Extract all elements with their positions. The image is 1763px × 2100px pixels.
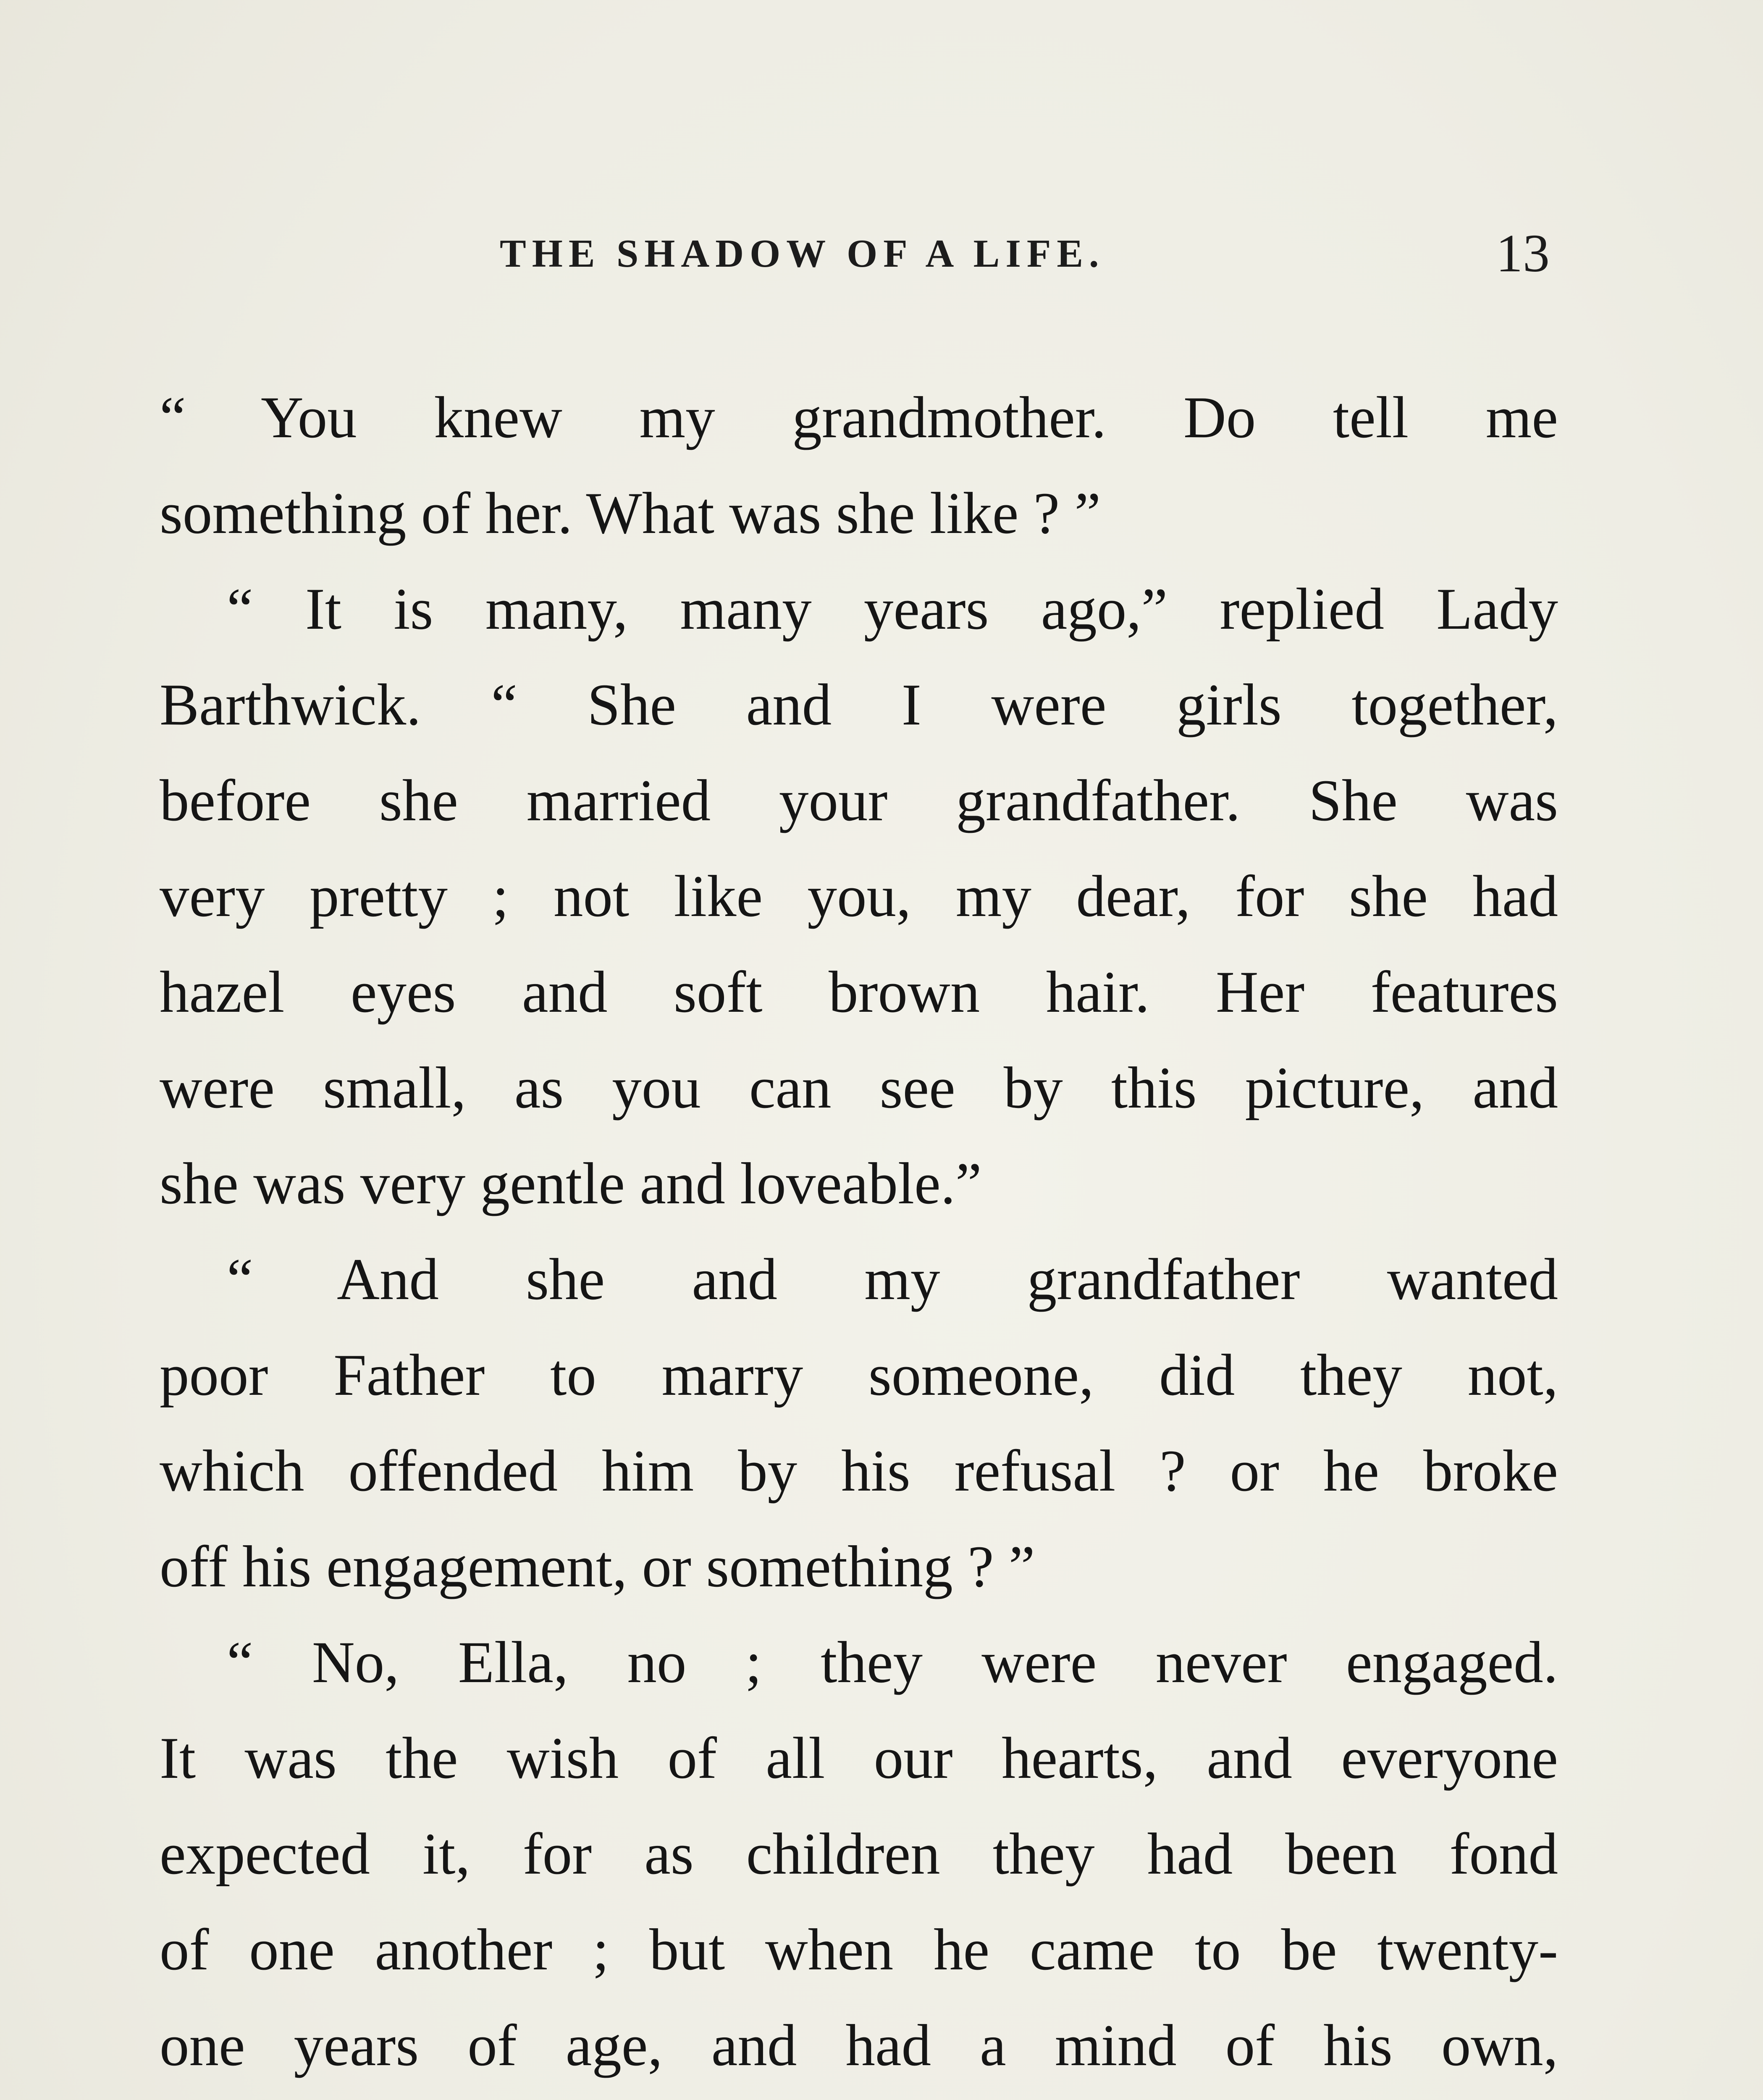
paragraph	[160, 370, 1558, 561]
text-line: very pretty ; not like you, my dear, for she had	[160, 864, 1558, 929]
paragraph	[160, 561, 1558, 1231]
text-line: poor Father to marry someone, did they not,	[160, 1342, 1558, 1408]
text-line: which offended him by his refusal ? or he broke	[160, 1438, 1558, 1504]
text-line: one years of age, and had a mind of his own,	[160, 2013, 1558, 2078]
text-line: It was the wish of all our hearts, and everyone	[160, 1725, 1558, 1791]
running-title: THE SHADOW OF A LIFE.	[500, 232, 1105, 276]
text-line: “ And she and my grandfather wanted	[227, 1247, 1558, 1312]
text-line: expected it, for as children they had been fond	[160, 1821, 1558, 1887]
text-line: hazel eyes and soft brown hair. Her features	[160, 959, 1558, 1025]
text-line: Barthwick. “ She and I were girls together,	[160, 672, 1558, 738]
paragraph	[160, 1231, 1558, 1614]
text-line: before she married your grandfather. She was	[160, 768, 1558, 833]
body-text	[160, 370, 1558, 2100]
text-line: “ You knew my grandmother. Do tell me	[160, 385, 1558, 450]
text-line: something of her. What was she like ? ”	[160, 480, 1101, 546]
text-line: were small, as you can see by this picture, and	[160, 1055, 1558, 1121]
running-head	[160, 223, 1550, 286]
text-line: “ No, Ella, no ; they were never engaged.	[227, 1630, 1558, 1695]
text-line: of one another ; but when he came to be twenty-	[160, 1917, 1558, 1982]
paragraph	[160, 1614, 1558, 2100]
text-line: “ It is many, many years ago,” replied Lady	[227, 576, 1558, 642]
text-line: off his engagement, or something ? ”	[160, 1534, 1035, 1599]
text-line: she was very gentle and loveable.”	[160, 1151, 982, 1216]
page-number: 13	[1496, 223, 1550, 283]
text-line	[160, 2093, 1558, 2100]
